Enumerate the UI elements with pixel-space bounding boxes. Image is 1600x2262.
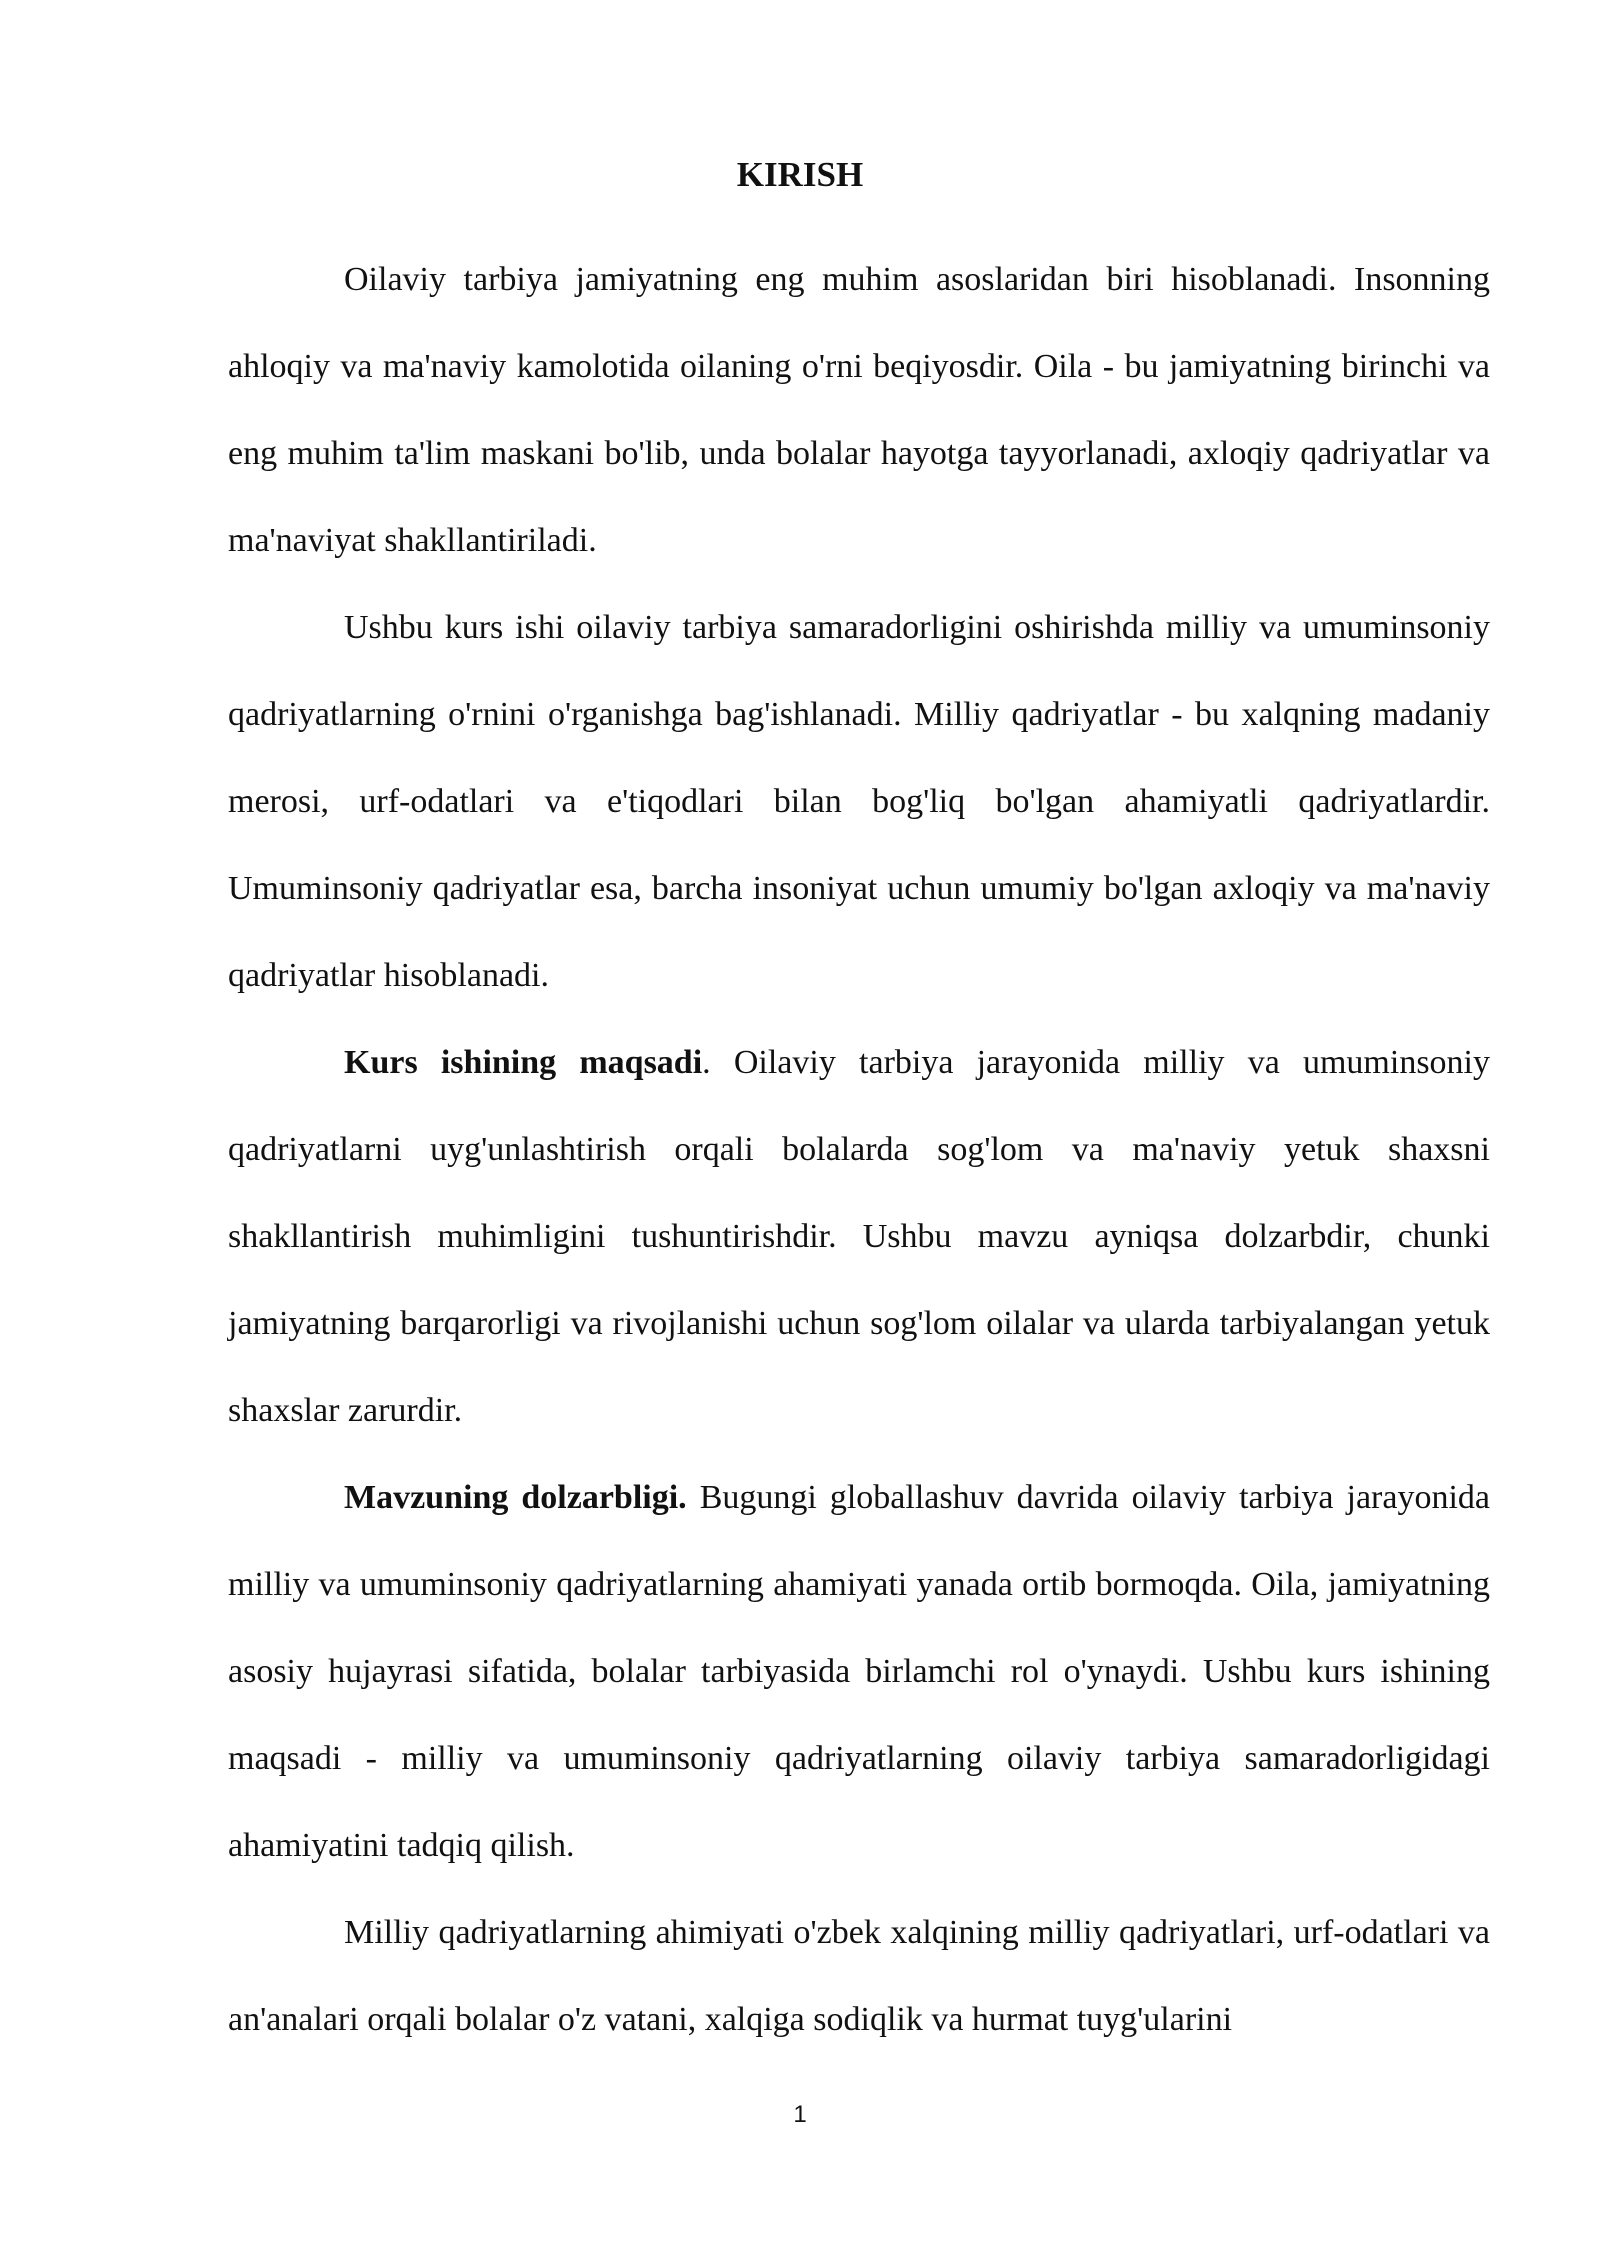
paragraph-bold-lead: Mavzuning dolzarbligi. xyxy=(344,1479,687,1516)
paragraph-national-values xyxy=(228,1889,1490,2063)
paragraph-text: Bugungi globallashuv davrida oilaviy tarbiya jarayonida milliy va umuminsoniy qadriyatlarning ahamiyati yanada ortib bormoqda. Oila, jamiyatning asosiy hujayrasi sifatida, bolalar tarbiyasida birlamchi rol o'ynaydi. Ushbu kurs ishining maqsadi - milliy va umuminsoniy qadriyatlarning oilaviy tarbiya samaradorligidagi ahamiyatini tadqiq qilish. xyxy=(228,1479,1490,1864)
paragraph-text: Milliy qadriyatlarning ahimiyati o'zbek xalqining milliy qadriyatlari, urf-odatlari va an'analari orqali bolalar o'z vatani, xalqiga sodiqlik va hurmat tuyg'ularini xyxy=(228,1914,1490,2038)
paragraph-bold-lead: Kurs ishining maqsadi xyxy=(344,1044,703,1081)
paragraph-course-work-goal xyxy=(228,1019,1490,1454)
paragraph-course-work-topic xyxy=(228,584,1490,1019)
paragraph-text: . Oilaviy tarbiya jarayonida milliy va umuminsoniy qadriyatlarni uyg'unlashtirish orqali bolalarda sog'lom va ma'naviy yetuk shaxsni shakllantirish muhimligini tushuntirishdir. Ushbu mavzu ayniqsa dolzarbdir, chunki jamiyatning barqarorligi va rivojlanishi uchun sog'lom oilalar va ularda tarbiyalangan yetuk shaxslar zarurdir. xyxy=(228,1044,1490,1429)
paragraph-topic-relevance xyxy=(228,1454,1490,1889)
document-body xyxy=(228,236,1490,2063)
paragraph-introduction xyxy=(228,236,1490,584)
paragraph-text: Oilaviy tarbiya jamiyatning eng muhim asoslaridan biri hisoblanadi. Insonning ahloqiy va ma'naviy kamolotida oilaning o'rni beqiyosdir. Oila - bu jamiyatning birinchi va eng muhim ta'lim maskani bo'lib, unda bolalar hayotga tayyorlanadi, axloqiy qadriyatlar va ma'naviyat shakllantiriladi. xyxy=(228,261,1490,559)
page-number: 1 xyxy=(793,2101,807,2128)
paragraph-text: Ushbu kurs ishi oilaviy tarbiya samaradorligini oshirishda milliy va umuminsoniy qadriyatlarning o'rnini o'rganishga bag'ishlanadi. Milliy qadriyatlar - bu xalqning madaniy merosi, urf-odatlari va e'tiqodlari bilan bog'liq bo'lgan ahamiyatli qadriyatlardir. Umuminsoniy qadriyatlar esa, barcha insoniyat uchun umumiy bo'lgan axloqiy va ma'naviy qadriyatlar hisoblanadi. xyxy=(228,609,1490,994)
page-title: KIRISH xyxy=(736,155,864,194)
